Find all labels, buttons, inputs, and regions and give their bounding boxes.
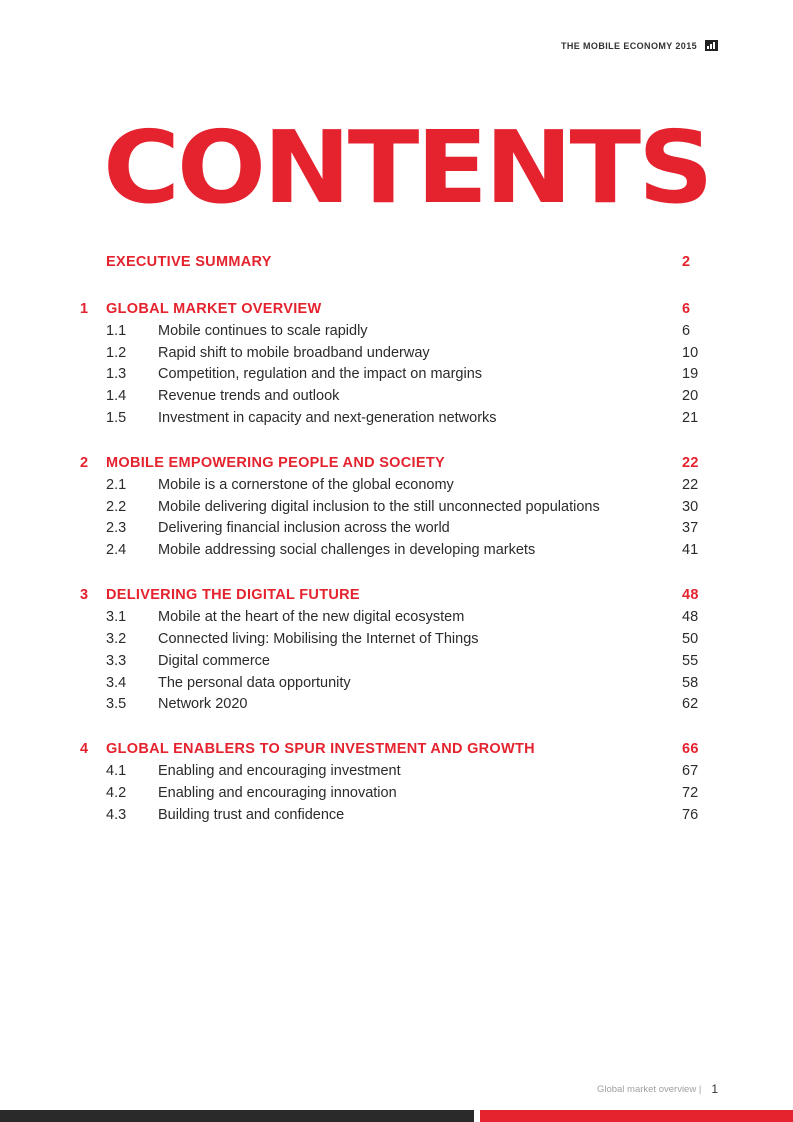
toc-page-number: 37 <box>682 520 699 536</box>
toc-page-number: 58 <box>682 675 699 691</box>
toc-section-number: 3 <box>80 587 89 603</box>
toc-item-title: Building trust and confidence <box>158 807 345 823</box>
toc-item-3-4[interactable] <box>0 672 793 694</box>
toc-item-title: Revenue trends and outlook <box>158 388 340 404</box>
toc-item-number: 2.3 <box>106 520 127 536</box>
toc-item-title: Digital commerce <box>158 653 270 669</box>
toc-section-title: DELIVERING THE DIGITAL FUTURE <box>106 587 360 603</box>
toc-item-number: 3.4 <box>106 675 127 691</box>
toc-item-3-1[interactable] <box>0 606 793 628</box>
toc-item-4-2[interactable] <box>0 782 793 804</box>
toc-item-title: Network 2020 <box>158 696 248 712</box>
toc-page-number: 72 <box>682 785 699 801</box>
toc-section-number: 1 <box>80 301 89 317</box>
toc-section-title: EXECUTIVE SUMMARY <box>106 254 272 270</box>
toc-item-number: 4.2 <box>106 785 127 801</box>
toc-section-title: MOBILE EMPOWERING PEOPLE AND SOCIETY <box>106 455 445 471</box>
toc-page-number: 6 <box>682 323 691 339</box>
footer-dark-bar <box>0 1110 474 1122</box>
gsma-logo-icon <box>705 40 718 51</box>
toc-item-number: 1.5 <box>106 410 127 426</box>
toc-executive-summary[interactable] <box>0 251 793 273</box>
toc-item-3-2[interactable] <box>0 628 793 650</box>
toc-item-1-2[interactable] <box>0 342 793 364</box>
toc-section-3[interactable] <box>0 584 793 606</box>
toc-page-number: 6 <box>682 301 691 317</box>
toc-item-title: Mobile delivering digital inclusion to the still unconnected populations <box>158 499 600 515</box>
toc-item-2-2[interactable] <box>0 496 793 518</box>
toc-item-title: Mobile addressing social challenges in developing markets <box>158 542 536 558</box>
toc-page-number: 19 <box>682 366 699 382</box>
toc-section-1[interactable] <box>0 298 793 320</box>
toc-item-title: Rapid shift to mobile broadband underway <box>158 345 430 361</box>
toc-page-number: 48 <box>682 609 699 625</box>
toc-item-title: Connected living: Mobilising the Internet of Things <box>158 631 479 647</box>
toc-page-number: 2 <box>682 254 691 270</box>
toc-page-number: 30 <box>682 499 699 515</box>
toc-item-2-1[interactable] <box>0 474 793 496</box>
header-title: THE MOBILE ECONOMY 2015 <box>560 40 697 51</box>
footer-page-number: 1 <box>711 1082 718 1096</box>
toc-page-number: 66 <box>682 741 699 757</box>
toc-item-title: Investment in capacity and next-generation networks <box>158 410 497 426</box>
toc-page-number: 55 <box>682 653 699 669</box>
toc-item-number: 1.1 <box>106 323 127 339</box>
toc-item-number: 3.3 <box>106 653 127 669</box>
toc-item-number: 1.3 <box>106 366 127 382</box>
page-title: CONTENTS <box>103 109 711 226</box>
toc-item-number: 2.2 <box>106 499 127 515</box>
toc-section-title: GLOBAL ENABLERS TO SPUR INVESTMENT AND GROWTH <box>106 741 535 757</box>
toc-item-number: 2.1 <box>106 477 127 493</box>
toc-item-title: Mobile at the heart of the new digital ecosystem <box>158 609 465 625</box>
toc-page-number: 21 <box>682 410 699 426</box>
toc-item-4-3[interactable] <box>0 804 793 826</box>
toc-item-title: Mobile is a cornerstone of the global economy <box>158 477 454 493</box>
toc-item-4-1[interactable] <box>0 760 793 782</box>
toc-item-2-4[interactable] <box>0 539 793 561</box>
toc-item-title: Enabling and encouraging investment <box>158 763 401 779</box>
toc-page-number: 50 <box>682 631 699 647</box>
toc-item-number: 3.1 <box>106 609 127 625</box>
toc-item-number: 2.4 <box>106 542 127 558</box>
toc-item-number: 4.3 <box>106 807 127 823</box>
toc-page-number: 10 <box>682 345 699 361</box>
toc-item-number: 1.2 <box>106 345 127 361</box>
toc-item-1-1[interactable] <box>0 320 793 342</box>
toc-section-number: 2 <box>80 455 89 471</box>
toc-item-number: 1.4 <box>106 388 127 404</box>
toc-item-2-3[interactable] <box>0 517 793 539</box>
toc-page-number: 76 <box>682 807 699 823</box>
running-footer <box>597 1082 718 1096</box>
toc-page-number: 67 <box>682 763 699 779</box>
toc-item-3-3[interactable] <box>0 650 793 672</box>
footer-section-label: Global market overview | <box>596 1083 702 1095</box>
toc-item-title: Delivering financial inclusion across the world <box>158 520 450 536</box>
toc-item-title: The personal data opportunity <box>158 675 351 691</box>
toc-item-title: Enabling and encouraging innovation <box>158 785 397 801</box>
toc-section-title: GLOBAL MARKET OVERVIEW <box>106 301 322 317</box>
running-header <box>561 40 718 51</box>
toc-page-number: 62 <box>682 696 699 712</box>
toc-section-number: 4 <box>80 741 89 757</box>
footer-red-bar <box>480 1110 793 1122</box>
toc-page-number: 22 <box>682 455 699 471</box>
toc-item-3-5[interactable] <box>0 693 793 715</box>
toc-item-1-5[interactable] <box>0 407 793 429</box>
toc-section-4[interactable] <box>0 738 793 760</box>
toc-page-number: 22 <box>682 477 699 493</box>
toc-item-title: Mobile continues to scale rapidly <box>158 323 368 339</box>
toc-item-number: 3.5 <box>106 696 127 712</box>
toc-page-number: 41 <box>682 542 699 558</box>
toc-item-number: 3.2 <box>106 631 127 647</box>
toc-item-number: 4.1 <box>106 763 127 779</box>
toc-item-title: Competition, regulation and the impact on margins <box>158 366 483 382</box>
toc-item-1-3[interactable] <box>0 363 793 385</box>
toc-item-1-4[interactable] <box>0 385 793 407</box>
toc-page-number: 20 <box>682 388 699 404</box>
toc-page-number: 48 <box>682 587 699 603</box>
toc-section-2[interactable] <box>0 452 793 474</box>
